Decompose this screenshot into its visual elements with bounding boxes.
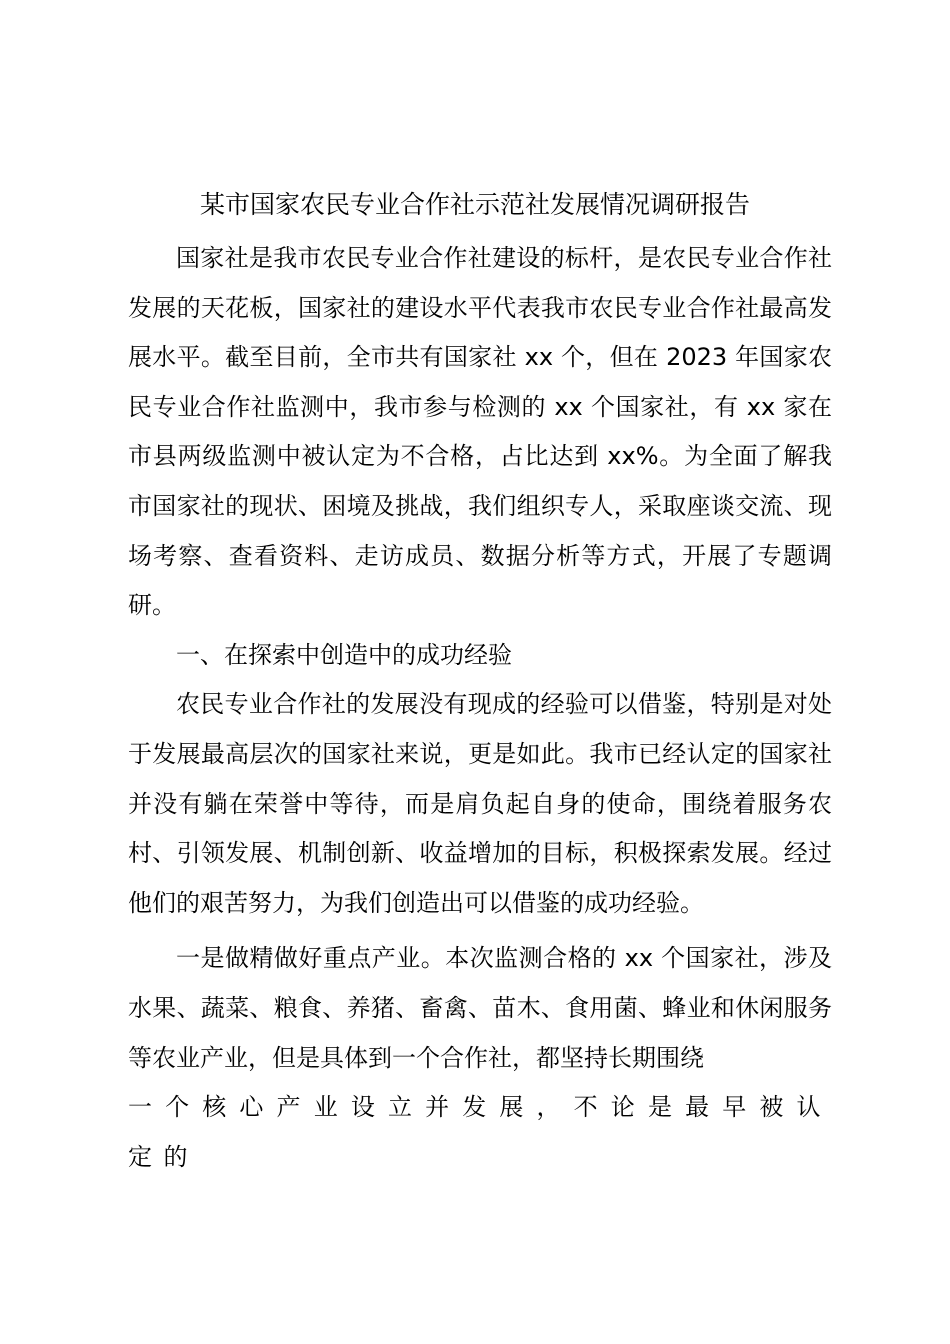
intro-paragraph: 国家社是我市农民专业合作社建设的标杆，是农民专业合作社发展的天花板，国家社的建设水平代表我市农民专业合作社最高发展水平。截至目前，全市共有国家社 xx 个，但在 2023 年国家农民专业合作社监测中，我市参与检测的 xx 个国家社，有 xx 家在市县两级监测中被认定为不合格，占比达到 xx%。为全面了解我市国家社的现状、困境及挑战，我们组织专人，采取座谈交流、现场考察、查看资料、走访成员、数据分析等方式，开展了专题调研。	[128, 244, 832, 620]
point-paragraph	[128, 934, 832, 1182]
document-body	[128, 234, 832, 1182]
point-paragraph-text: 一是做精做好重点产业。本次监测合格的 xx 个国家社，涉及水果、蔬菜、粮食、养猪、畜禽、苗木、食用菌、蜂业和休闲服务等农业产业，但是具体到一个合作社，都坚持长期围绕	[128, 944, 832, 1072]
section-heading: 一、在探索中创造中的成功经验	[176, 640, 512, 669]
document-title: 某市国家农民专业合作社示范社发展情况调研报告	[199, 190, 750, 219]
section-paragraph: 农民专业合作社的发展没有现成的经验可以借鉴，特别是对处于发展最高层次的国家社来说，更是如此。我市已经认定的国家社并没有躺在荣誉中等待，而是肩负起自身的使命，围绕着服务农村、引领发展、机制创新、收益增加的目标，积极探索发展。经过他们的艰苦努力，为我们创造出可以借鉴的成功经验。	[128, 690, 832, 917]
point-paragraph-last-line: 一个核心产业设立并发展，不论是最早被认定的	[128, 1093, 832, 1171]
